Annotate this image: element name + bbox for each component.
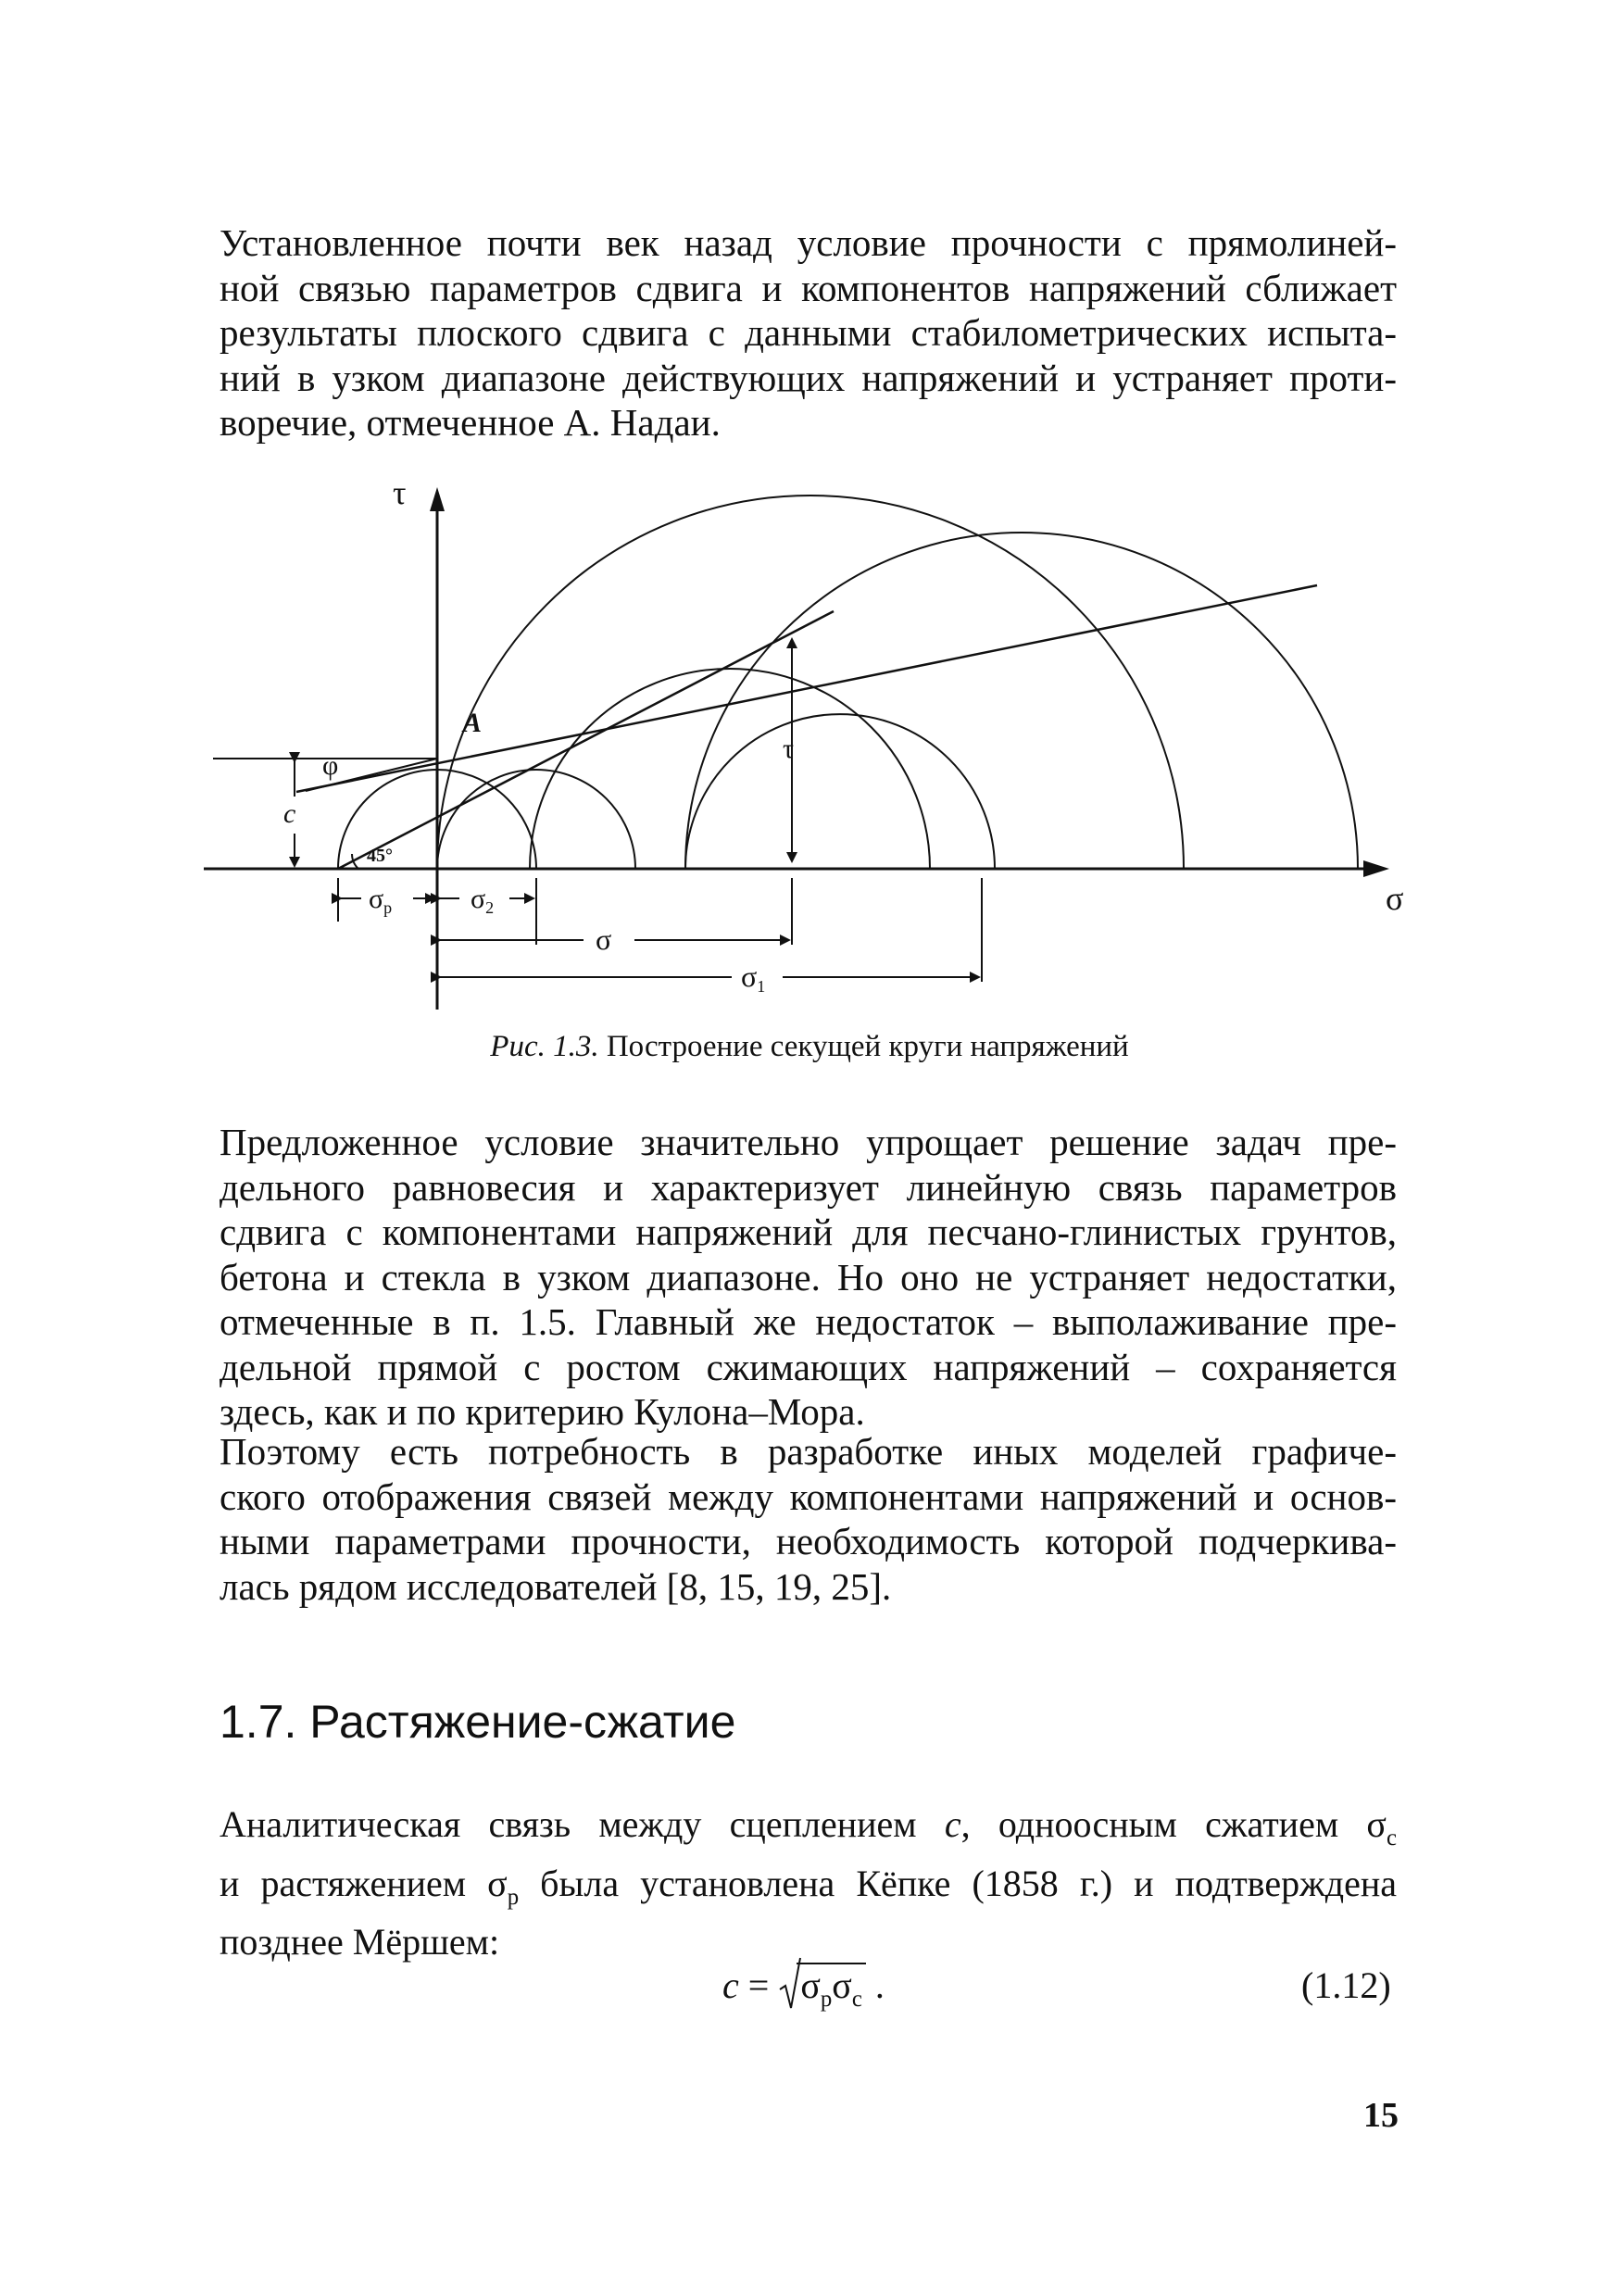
sigma-1-label: σ1	[741, 960, 766, 996]
text-line: Аналитическая связь между сцеплением c, одноосным сжатием $\sigma_c$	[220, 1803, 1397, 1851]
text-line: Установленное почти век назад условие прочности с прямолиней-	[220, 221, 1397, 264]
c-label: c	[283, 798, 296, 829]
text-line: Предложенное условие значительно упрощает решение задач пре-	[220, 1121, 1397, 1163]
text-line: Поэтому есть потребность в разработке иных моделей графиче-	[220, 1430, 1397, 1473]
text-line: лась рядом исследователей [8, 15, 19, 25].	[220, 1564, 892, 1608]
figure-caption	[0, 1030, 1619, 1064]
angle-45-arc	[352, 854, 358, 869]
text-line: здесь, как и по критерию Кулона–Мора.	[220, 1390, 865, 1433]
circle-large	[685, 533, 1358, 869]
caption-prefix: Рис. 1.3.	[490, 1030, 599, 1063]
sigma-p-label: $\sigma_p$	[369, 884, 393, 917]
paragraph-2	[220, 1120, 1397, 1435]
tau-dimension-label: τ	[783, 734, 795, 764]
paragraph-4	[220, 1802, 1397, 1965]
text-line: отмеченные в п. 1.5. Главный же недостаток – выполаживание пре-	[220, 1300, 1397, 1343]
text-line: и растяжением $\sigma_p$ была установлена Кёпке (1858 г.) и подтверждена	[220, 1862, 1397, 1910]
text-line: дельной прямой с ростом сжимающих напряжений – сохраняется	[220, 1345, 1397, 1388]
text-line: ными параметрами прочности, необходимость которой подчеркива-	[220, 1520, 1397, 1562]
sigma-axis-label: σ	[1386, 880, 1404, 917]
angle-45-label: 45°	[367, 846, 393, 866]
text-line: воречие, отмеченное А. Надаи.	[220, 401, 721, 444]
text-line: ского отображения связей между компонентами напряжений и основ-	[220, 1474, 1397, 1518]
point-a-label: A	[463, 708, 483, 738]
text-line: сдвига с компонентами напряжений для песчано-глинистых грунтов,	[220, 1211, 1397, 1253]
envelope-line-upper	[296, 585, 1317, 792]
circle-sigma	[685, 714, 995, 869]
section-heading: 1.7. Растяжение-сжатие	[220, 1696, 736, 1748]
text-line: результаты плоского сдвига с данными стабилометрических испыта-	[220, 311, 1397, 354]
paragraph-3	[220, 1429, 1397, 1609]
text-line: ной связью параметров сдвига и компонентов напряжений сближает	[220, 266, 1397, 309]
page-number: 15	[1363, 2096, 1399, 2135]
sigma-axis-arrowhead	[1363, 860, 1389, 877]
circle-mid	[530, 669, 930, 869]
tau-axis-label: τ	[393, 482, 407, 511]
circle-sigma1	[437, 496, 1184, 869]
caption-text: Построение секущей круги напряжений	[598, 1030, 1129, 1063]
sigma-label: σ	[596, 922, 612, 956]
text-line: бетона и стекла в узком диапазоне. Но оно не устраняет недостатки,	[220, 1255, 1397, 1299]
equation-number: (1.12)	[1301, 1964, 1391, 2006]
sigma-2-label: $\sigma_2$	[471, 884, 495, 917]
paragraph-1	[220, 220, 1397, 445]
formula-lhs: c	[722, 1964, 739, 2006]
text-line: дельного равновесия и характеризует линейную связь параметров	[220, 1165, 1397, 1209]
text-line: позднее Мёршем:	[220, 1921, 500, 1963]
phi-label: φ	[322, 750, 339, 781]
square-root: $\sigma_p\sigma_c$	[778, 1964, 866, 2013]
tau-axis-arrowhead	[430, 487, 445, 511]
formula-1-12: c = $\sigma_p\sigma_c$ .	[722, 1964, 885, 2013]
envelope-line-secant	[338, 611, 834, 869]
text-line: ний в узком диапазоне действующих напряжений и устраняет проти-	[220, 356, 1397, 399]
mohr-circles-figure	[185, 482, 1463, 1010]
